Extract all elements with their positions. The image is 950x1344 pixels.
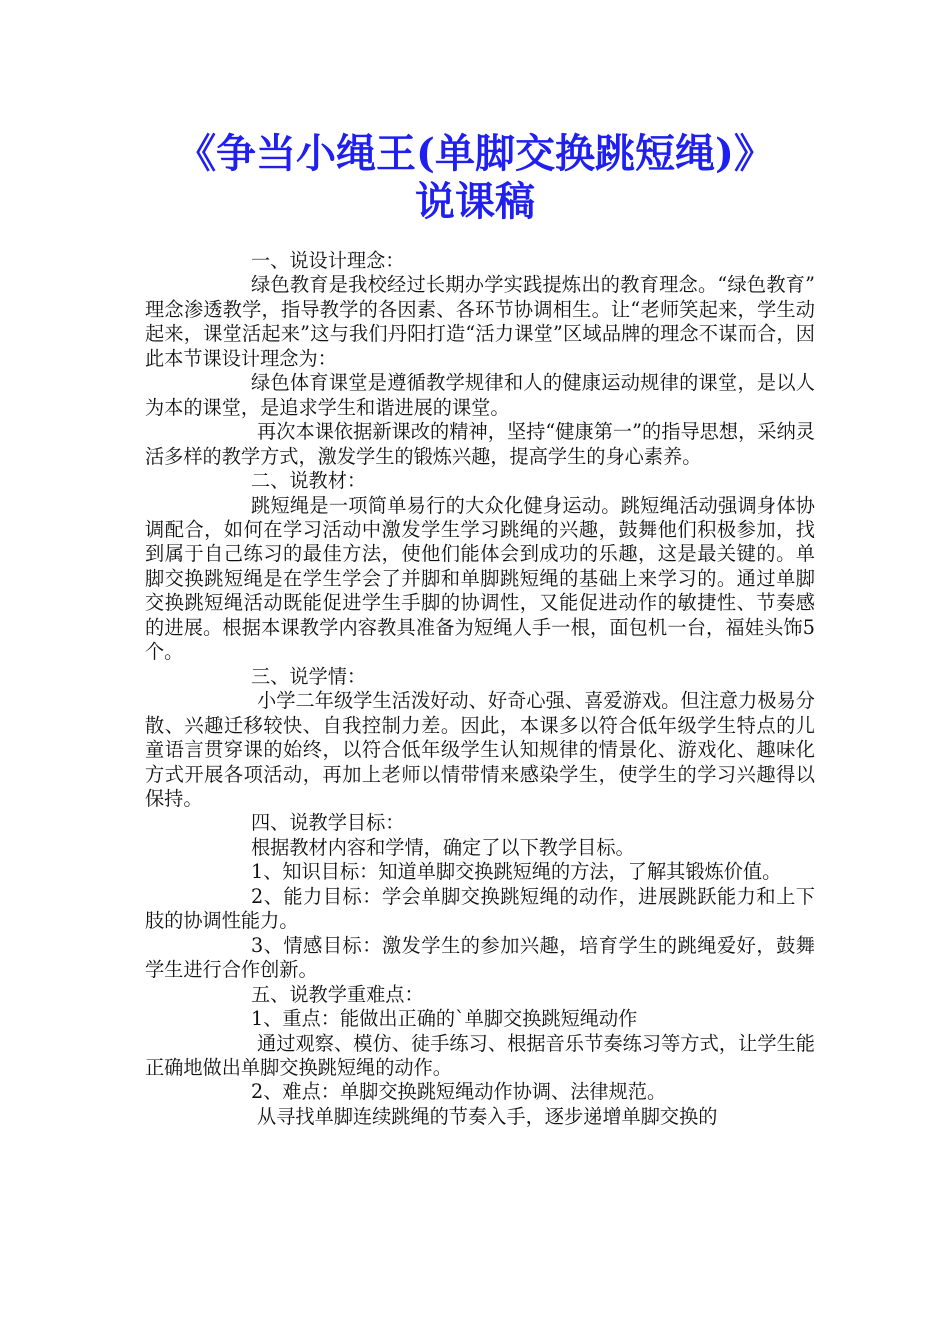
section-heading: 四、说教学目标：: [251, 811, 405, 835]
section-heading: 2、难点：单脚交换跳短绳动作协调、法律规范。: [251, 1080, 667, 1104]
section-heading: 根据教材内容和学情，确定了以下教学目标。: [251, 835, 635, 859]
body-paragraph: 从寻找单脚连续跳绳的节奏入手，逐步递增单脚交换的: [257, 1104, 718, 1128]
body-paragraph: 再次本课依据新课改的精神，坚持“健康第一”的指导思想，采纳灵活多样的教学方式，激发学生的锻炼兴趣，提高学生的身心素养。: [145, 420, 815, 468]
section-heading: 二、说教材：: [251, 469, 367, 493]
section-heading: 1、重点：能做出正确的`单脚交换跳短绳动作: [251, 1007, 638, 1031]
section-heading: 三、说学情：: [251, 664, 367, 688]
body-paragraph: 1、知识目标：知道单脚交换跳短绳的方法，了解其锻炼价值。: [251, 860, 782, 884]
section-heading: 五、说教学重难点：: [251, 982, 424, 1006]
body-paragraph: 小学二年级学生活泼好动、好奇心强、喜爱游戏。但注意力极易分散、兴趣迁移较快、自我控制力差。因此，本课多以符合低年级学生特点的儿童语言贯穿课的始终，以符合低年级学生认知规律的情景化、游戏化、趣味化方式开展各项活动，再加上老师以情带情来感染学生，使学生的学习兴趣得以保持。: [145, 689, 815, 810]
document-title-line2: 说课稿: [415, 178, 535, 225]
body-paragraph: 2、能力目标：学会单脚交换跳短绳的动作，进展跳跃能力和上下肢的协调性能力。: [145, 884, 815, 933]
document-body: [145, 249, 815, 1129]
body-paragraph: 3、情感目标：激发学生的参加兴趣，培育学生的跳绳爱好，鼓舞学生进行合作创新。: [145, 933, 815, 982]
body-paragraph: 跳短绳是一项简单易行的大众化健身运动。跳短绳活动强调身体协调配合，如何在学习活动中激发学生学习跳绳的兴趣，鼓舞他们积极参加，找到属于自己练习的最佳方法，使他们能体会到成功的乐趣，这是最关键的。单脚交换跳短绳是在学生学会了并脚和单脚跳短绳的基础上来学习的。通过单脚交换跳短绳活动既能促进学生手脚的协调性，又能促进动作的敏捷性、节奏感的进展。根据本课教学内容教具准备为短绳人手一根，面包机一台，福娃头饰5个。: [145, 493, 815, 664]
body-paragraph: 绿色教育是我校经过长期办学实践提炼出的教育理念。“绿色教育”理念渗透教学，指导教学的各因素、各环节协调相生。让“老师笑起来，学生动起来，课堂活起来”这与我们丹阳打造“活力课堂”区域品牌的理念不谋而合，因此本节课设计理念为：: [145, 273, 815, 370]
body-paragraph: 通过观察、模仿、徒手练习、根据音乐节奏练习等方式，让学生能正确地做出单脚交换跳短绳的动作。: [145, 1031, 815, 1079]
document-title-line1: 《争当小绳王(单脚交换跳短绳)》: [176, 130, 774, 177]
body-paragraph: 绿色体育课堂是遵循教学规律和人的健康运动规律的课堂，是以人为本的课堂，是追求学生和谐进展的课堂。: [145, 371, 815, 419]
section-heading: 一、说设计理念：: [251, 249, 405, 272]
